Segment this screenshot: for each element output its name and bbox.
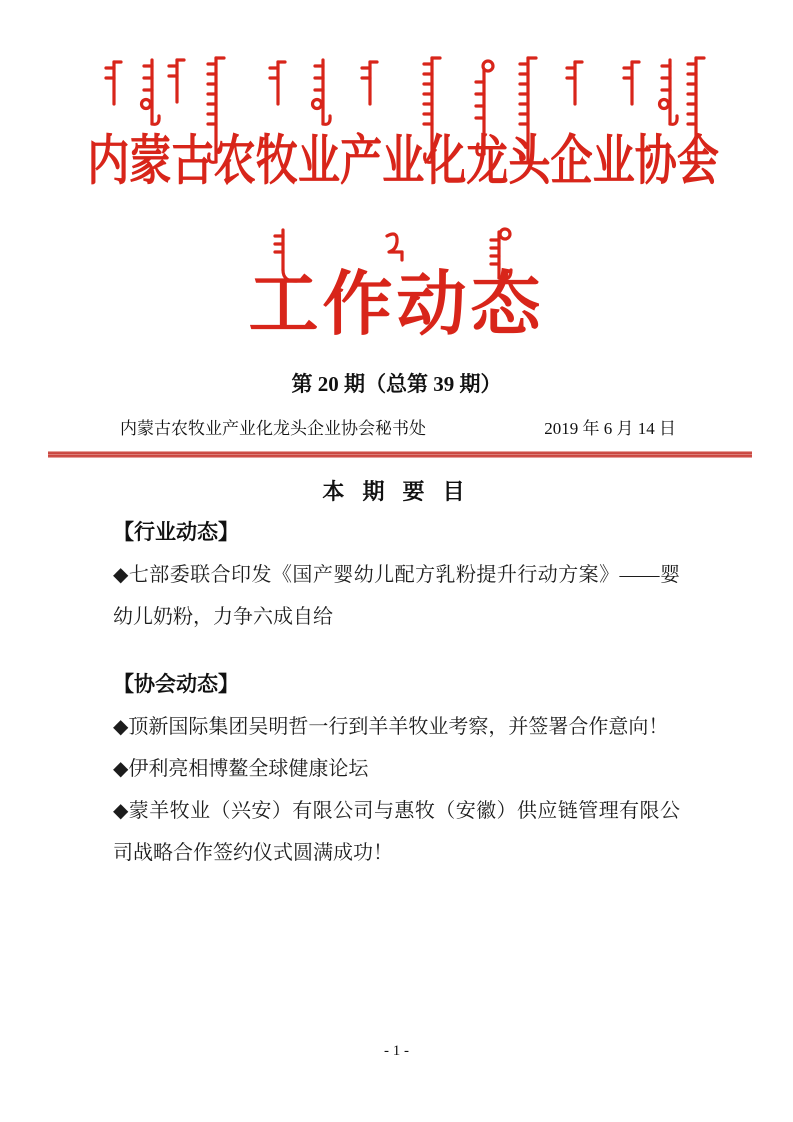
section-title-industry: 【行业动态】 [113, 521, 239, 544]
masthead-divider-rule [48, 451, 752, 458]
page-number: - 1 - [384, 1043, 409, 1059]
bulletin-title: 工作动态 [248, 267, 545, 344]
toc-body [113, 512, 680, 874]
publisher: 内蒙古农牧业产业化龙头企业协会秘书处 [120, 419, 426, 438]
publisher-row [120, 416, 676, 442]
issue-number: 第 20 期（总第 39 期） [291, 372, 502, 396]
org-title: 内蒙古农牧业产业化龙头企业协会 [87, 131, 720, 191]
publish-date: 2019 年 6 月 14 日 [544, 419, 676, 438]
section-title-association: 【协会动态】 [113, 673, 239, 696]
toc-item: ◆七部委联合印发《国产婴幼儿配方乳粉提升行动方案》——婴幼儿奶粉，力争六成自给 [113, 564, 680, 628]
toc-heading: 本 期 要 目 [322, 479, 471, 504]
toc-item: ◆伊利亮相博鳌全球健康论坛 [113, 758, 369, 780]
toc-item: ◆顶新国际集团吴明哲一行到羊羊牧业考察，并签署合作意向！ [113, 716, 669, 738]
toc-item: ◆蒙羊牧业（兴安）有限公司与惠牧（安徽）供应链管理有限公司战略合作签约仪式圆满成功！ [113, 800, 680, 864]
